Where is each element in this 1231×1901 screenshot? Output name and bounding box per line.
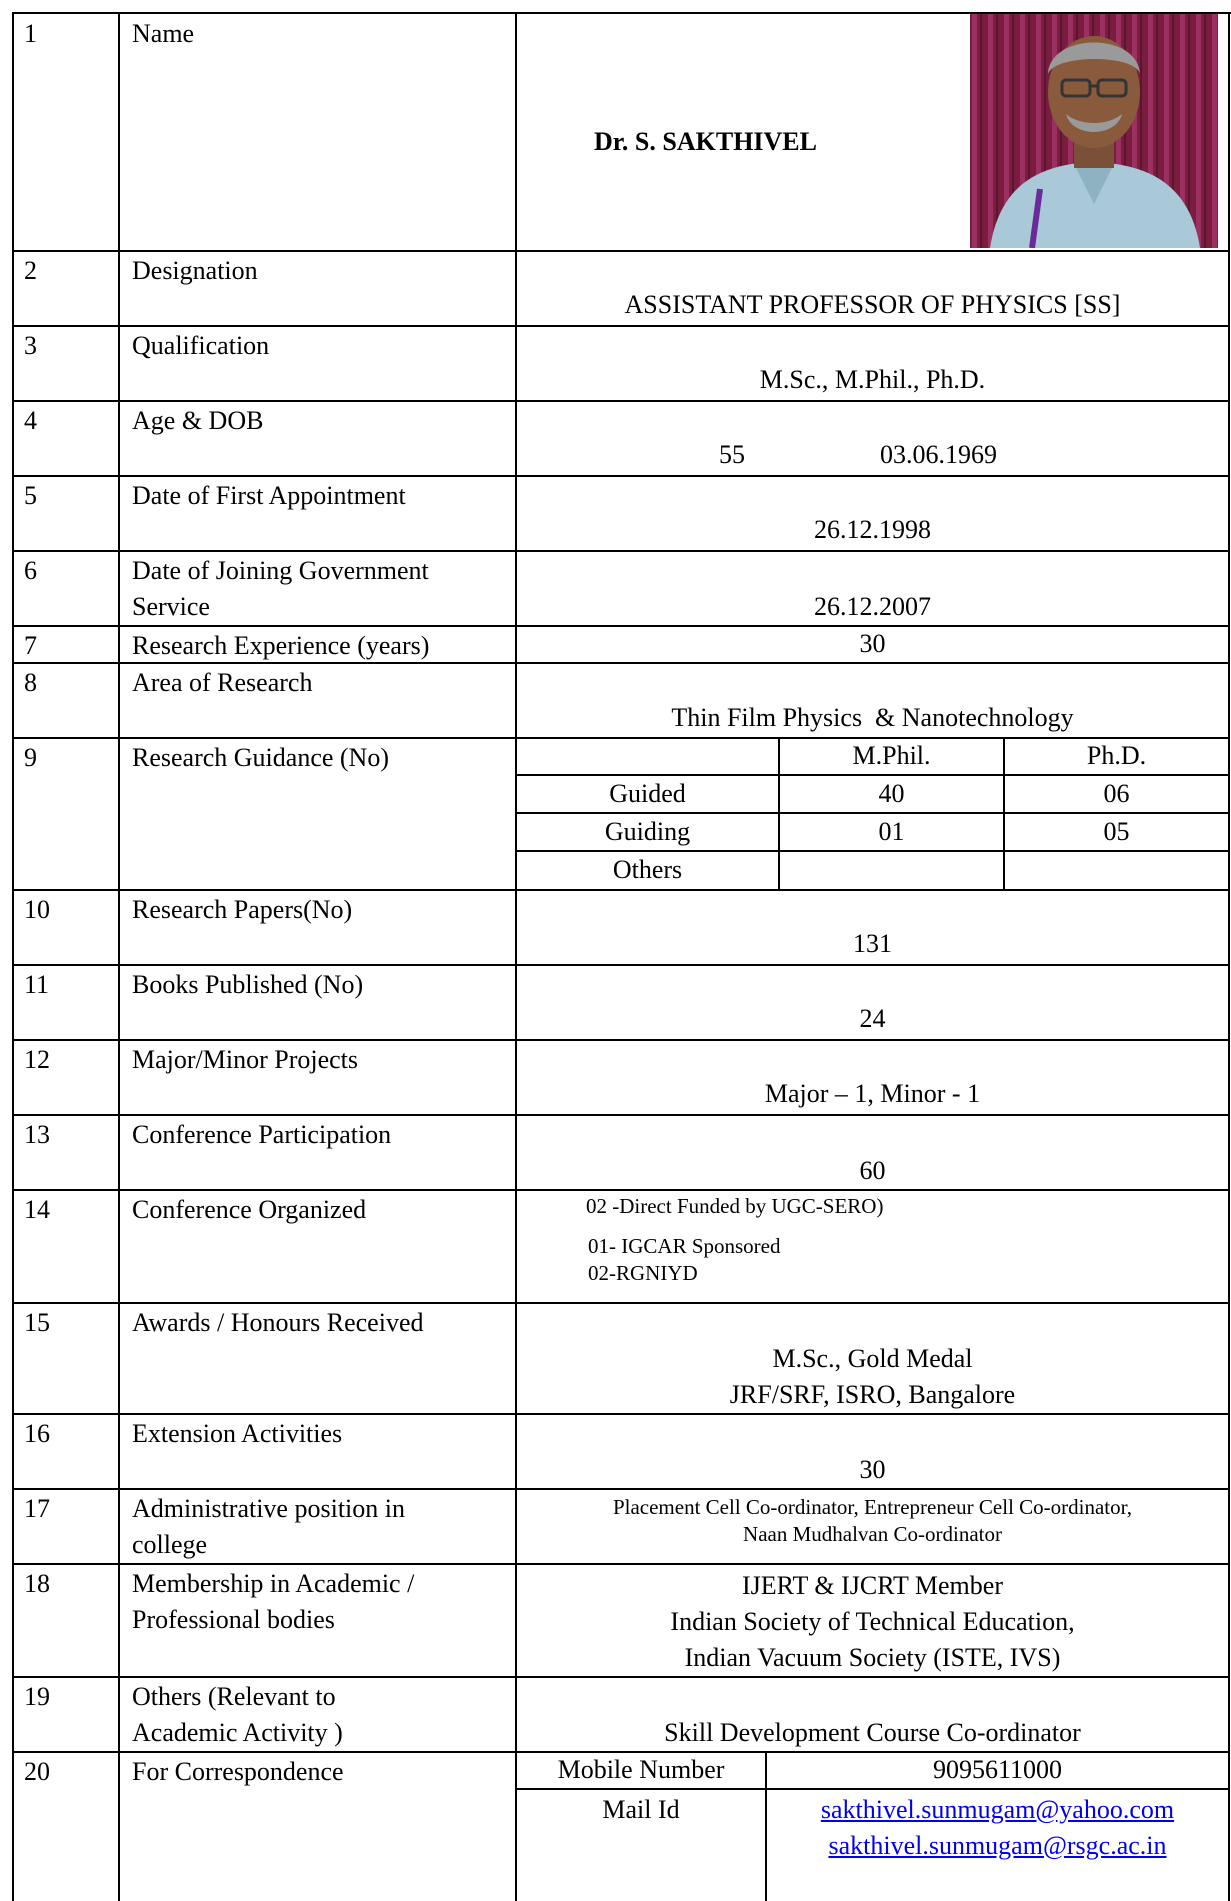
membership-item: Indian Vacuum Society (ISTE, IVS) <box>684 1643 1061 1672</box>
membership-item: Indian Society of Technical Education, <box>670 1607 1075 1636</box>
row-label: Others (Relevant to <box>132 1682 336 1711</box>
row-divider <box>12 475 1230 477</box>
row-label: Academic Activity ) <box>132 1718 343 1747</box>
mobile-number: 9095611000 <box>932 1755 1063 1784</box>
row-number: 9 <box>24 743 37 772</box>
row-number: 16 <box>24 1419 50 1448</box>
table-border-right <box>1228 12 1230 1901</box>
row-label: Age & DOB <box>132 406 264 435</box>
row-divider <box>12 550 1230 552</box>
column-divider <box>118 12 120 1901</box>
row-number: 15 <box>24 1308 50 1337</box>
projects-value: Major – 1, Minor - 1 <box>764 1079 981 1108</box>
row-label: Area of Research <box>132 668 313 697</box>
guidance-row-label: Guiding <box>604 817 691 846</box>
table-border-left <box>12 12 14 1901</box>
guidance-phd-value: 05 <box>1103 817 1130 846</box>
row-label: Qualification <box>132 331 270 360</box>
row-number: 8 <box>24 668 37 697</box>
guidance-mphil-value: 01 <box>878 817 905 846</box>
guidance-header-mphil: M.Phil. <box>852 741 931 770</box>
conference-organized-item: 02 -Direct Funded by UGC-SERO) <box>586 1194 884 1218</box>
row-number: 3 <box>24 331 37 360</box>
guidance-row-label: Guided <box>609 779 686 808</box>
row-divider <box>12 325 1230 327</box>
row-number: 1 <box>24 19 37 48</box>
row-number: 7 <box>24 631 37 660</box>
conference-organized-item: 02-RGNIYD <box>588 1261 698 1285</box>
row-number: 6 <box>24 556 37 585</box>
row-number: 5 <box>24 481 37 510</box>
row-label: Administrative position in <box>132 1494 405 1523</box>
row-number: 2 <box>24 256 37 285</box>
row-label: Major/Minor Projects <box>132 1045 359 1074</box>
row-label: Date of Joining Government <box>132 556 429 585</box>
row-label: Research Guidance (No) <box>132 743 389 772</box>
row-divider <box>12 1676 1230 1678</box>
row-label: Conference Organized <box>132 1195 367 1224</box>
first-appointment-value: 26.12.1998 <box>814 515 931 544</box>
row-label: Service <box>132 592 210 621</box>
row-label: Research Experience (years) <box>132 631 430 660</box>
email-link[interactable]: sakthivel.sunmugam@yahoo.com <box>820 1795 1175 1824</box>
conference-organized-item: 01- IGCAR Sponsored <box>588 1234 781 1258</box>
row-divider <box>12 1413 1230 1415</box>
row-divider <box>12 889 1230 891</box>
area-of-research-value: Thin Film Physics & Nanotechnology <box>671 703 1074 732</box>
books-published-value: 24 <box>859 1004 886 1033</box>
row-divider <box>12 964 1230 966</box>
guidance-phd-value: 06 <box>1103 779 1130 808</box>
administrative-position-value: Placement Cell Co-ordinator, Entrepreneur Cell Co-ordinator, <box>612 1495 1133 1519</box>
row-label: Professional bodies <box>132 1605 335 1634</box>
row-divider <box>12 1114 1230 1116</box>
row-label: Awards / Honours Received <box>132 1308 424 1337</box>
conference-participation-value: 60 <box>859 1156 886 1185</box>
email-link[interactable]: sakthivel.sunmugam@rsgc.ac.in <box>828 1831 1167 1860</box>
inner-row-divider <box>515 1788 1230 1790</box>
row-number: 18 <box>24 1569 50 1598</box>
row-number: 10 <box>24 895 50 924</box>
age-value: 55 <box>719 440 745 469</box>
row-number: 19 <box>24 1682 50 1711</box>
row-label: Books Published (No) <box>132 970 364 999</box>
extension-activities-value: 30 <box>859 1455 886 1484</box>
row-number: 11 <box>24 970 50 999</box>
qualification-value: M.Sc., M.Phil., Ph.D. <box>759 365 986 394</box>
award-item: JRF/SRF, ISRO, Bangalore <box>729 1380 1016 1409</box>
guidance-mphil-value: 40 <box>878 779 905 808</box>
row-divider <box>12 1563 1230 1565</box>
others-academic-value: Skill Development Course Co-ordinator <box>664 1718 1081 1747</box>
row-number: 13 <box>24 1120 50 1149</box>
mail-label: Mail Id <box>602 1795 680 1824</box>
row-number: 4 <box>24 406 37 435</box>
row-divider <box>12 1189 1230 1191</box>
mobile-label: Mobile Number <box>557 1755 725 1784</box>
row-label: For Correspondence <box>132 1757 344 1786</box>
row-divider <box>12 400 1230 402</box>
administrative-position-value: Naan Mudhalvan Co-ordinator <box>743 1522 1002 1546</box>
row-label: Research Papers(No) <box>132 895 353 924</box>
row-divider <box>12 1039 1230 1041</box>
guidance-header-phd: Ph.D. <box>1086 741 1147 770</box>
row-label: Name <box>132 19 195 48</box>
dob-value: 03.06.1969 <box>880 440 997 469</box>
faculty-name: Dr. S. SAKTHIVEL <box>594 127 817 156</box>
designation-value: ASSISTANT PROFESSOR OF PHYSICS [SS] <box>624 290 1121 319</box>
row-label: Extension Activities <box>132 1419 343 1448</box>
faculty-photo <box>970 14 1218 248</box>
row-label: Conference Participation <box>132 1120 392 1149</box>
research-experience-value: 30 <box>859 629 886 658</box>
row-label: Designation <box>132 256 258 285</box>
row-label: Date of First Appointment <box>132 481 406 510</box>
row-divider <box>12 1302 1230 1304</box>
row-number: 12 <box>24 1045 50 1074</box>
row-number: 14 <box>24 1195 50 1224</box>
row-divider <box>12 1488 1230 1490</box>
award-item: M.Sc., Gold Medal <box>772 1344 973 1373</box>
row-number: 17 <box>24 1494 50 1523</box>
portrait-image <box>970 14 1218 248</box>
membership-item: IJERT & IJCRT Member <box>742 1571 1003 1600</box>
joining-govt-value: 26.12.2007 <box>814 592 931 621</box>
row-label: Membership in Academic / <box>132 1569 415 1598</box>
research-papers-value: 131 <box>853 929 892 958</box>
row-divider <box>12 250 1230 252</box>
guidance-row-label: Others <box>612 855 683 884</box>
row-number: 20 <box>24 1757 50 1786</box>
row-label: college <box>132 1530 208 1559</box>
